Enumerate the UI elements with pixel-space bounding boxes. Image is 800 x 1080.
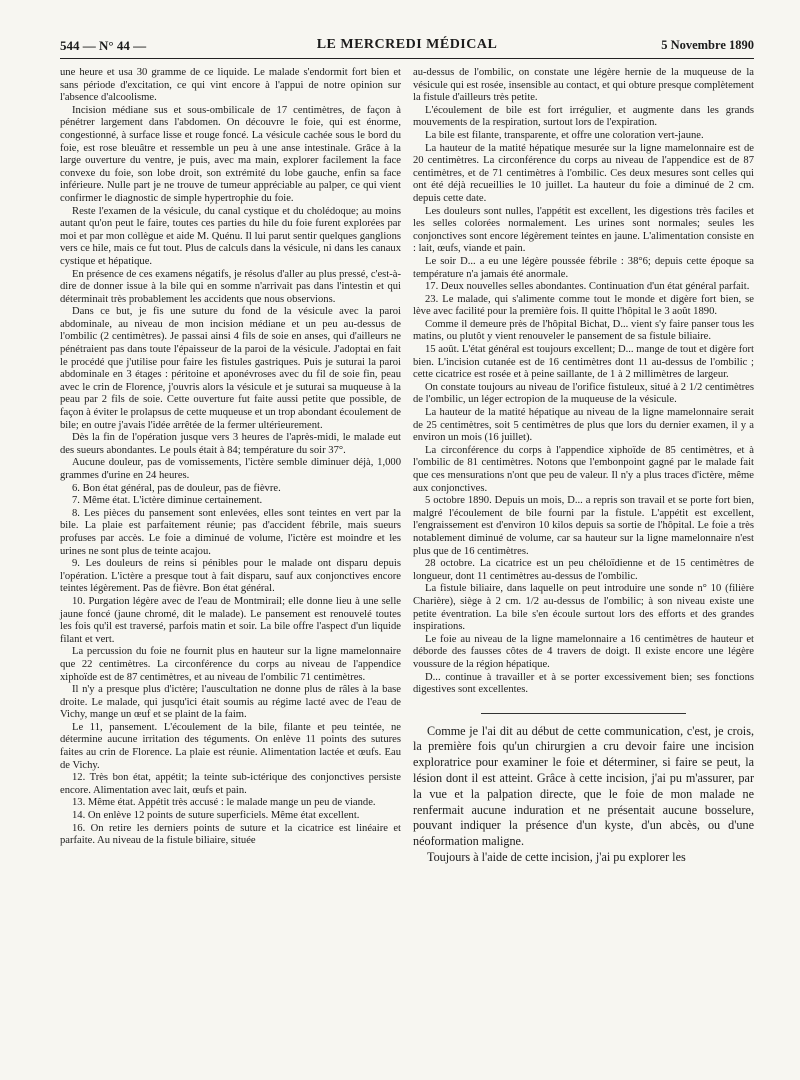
issue-date: 5 Novembre 1890 <box>661 38 754 52</box>
paragraph: 28 octobre. La cicatrice est un peu chéloïdienne et de 15 centimètres de longueur, dont 11 centimètres au-dessus de l'ombilic. <box>413 558 754 582</box>
paragraph: 23. Le malade, qui s'alimente comme tout le monde et digère fort bien, se lève avec facilité pour la première fois. Il quitte l'hôpital le 3 août 1890. <box>413 293 754 318</box>
paragraph: Le 11, pansement. L'écoulement de la bile, filante et peu teintée, ne détermine aucune irritation des téguments. On enlève 11 points des sutures faites au crin de Florence. La plaie est réunie. Alimentation lactée et œufs. Eau de Vichy. <box>60 721 401 771</box>
paragraph: Il n'y a presque plus d'ictère; l'auscultation ne donne plus de râles à la base droite. Le malade, qui jusqu'ici était soumis au régime lacté avec de l'eau de Vichy, mange un œuf et se plaint de la faim. <box>60 684 401 721</box>
paragraph: Dans ce but, je fis une suture du fond de la vésicule avec la paroi abdominale, au niveau de mon incision médiane et un peu au-dessus de l'ombilic (2 centimètres). Je passai ainsi 4 fils de soie en anses, qui d'ailleurs ne pénétraient pas dans toute l'épaisseur de la paroi de la vésicule. J'adoptai en fait le procédé que j'utilise pour faire les fistules gastriques. Puis je suturai la paroi abdominale en 3 étages : péritoine et aponévroses avec du fil de soie fin, peau avec le crin de Florence, j'ouvris alors la vésicule et je suturai sa muqueuse à la peau par 2 fils de soie. Cette ouverture fut faite aussi petite que possible, de façon à éviter le prolapsus de cette muqueuse et un trop abondant écoulement de bile; en outre j'avais l'idée arrêtée de la fermer ultérieurement. <box>60 306 401 431</box>
paragraph: Les douleurs sont nulles, l'appétit est excellent, les digestions très faciles et les selles colorées normalement. Les urines sont normales; seules les conjonctives sont encore légèrement teintes en jaune. L'alimentation consiste en : lait, œufs, viande et pain. <box>413 205 754 255</box>
paragraph: En présence de ces examens négatifs, je résolus d'aller au plus pressé, c'est-à-dire de donner issue à la bile qui en somme n'arrivait pas dans l'intestin et qui déterminait très probablement les accidents que nous observions. <box>60 268 401 305</box>
paragraph: Dès la fin de l'opération jusque vers 3 heures de l'après-midi, le malade eut des sueurs abondantes. Le pouls était à 84; température du soir 37°. <box>60 432 401 456</box>
paragraph: 10. Purgation légère avec de l'eau de Montmirail; elle donne lieu à une selle jaune foncé (jaune chromé, dit le malade). Le pansement est renouvelé toutes les fois qu'il est traversé, parfois matin et soir. La bile offre l'aspect d'un liquide filant et vert. <box>60 595 401 645</box>
paragraph: 6. Bon état général, pas de douleur, pas de fièvre. <box>72 482 281 494</box>
paragraph: On constate toujours au niveau de l'orifice fistuleux, situé à 2 1/2 centimètres de l'ombilic, un léger ectropion de la muqueuse de la vésicule. <box>413 381 754 406</box>
paragraph: au-dessus de l'ombilic, on constate une légère hernie de la muqueuse de la vésicule qui est rosée, insensible au contact, et qui obture presque complètement la fistule d'ailleurs très petite. <box>413 67 754 104</box>
paragraph: 14. On enlève 12 points de suture superficiels. Même état excellent. <box>72 810 360 822</box>
paragraph: Toujours à l'aide de cette incision, j'ai pu explorer les <box>427 850 686 865</box>
paragraph: 17. Deux nouvelles selles abondantes. Continuation d'un état général parfait. <box>425 281 750 293</box>
paragraph: La percussion du foie ne fournit plus en hauteur sur la ligne mamelonnaire que 22 centimètres. La circonférence du corps au niveau de l'appendice xiphoïde est de 87 centimètres, et au niveau de l'ombilic 71 centimètres. <box>60 646 401 683</box>
page-number: 544 — N° 44 — <box>60 38 147 53</box>
journal-title: LE MERCREDI MÉDICAL <box>316 37 498 52</box>
paragraph: Aucune douleur, pas de vomissements, l'ictère semble diminuer déjà, 1,000 grammes d'urine en 24 heures. <box>60 457 401 481</box>
paragraph: 9. Les douleurs de reins si pénibles pour le malade ont disparu depuis l'opération. L'ictère a presque tout à fait disparu, sauf aux conjonctives encore teintes légèrement. Pas de fièvre. Bon état général. <box>60 558 401 595</box>
paragraph: 5 octobre 1890. Depuis un mois, D... a repris son travail et se porte fort bien, malgré l'écoulement de bile fourni par la fistule. L'appétit est excellent, l'engraissement est d'environ 10 kilos depuis sa sortie de l'hôpital. Le foie a très notablement diminué de volume, car sa hauteur sur la ligne mamelonnaire n'est plus que de 16 centimètres. <box>413 495 754 557</box>
paragraph: 16. On retire les derniers points de suture et la cicatrice est linéaire et parfaite. Au niveau de la fistule biliaire, située <box>60 822 401 847</box>
paragraph: Le soir D... a eu une légère poussée fébrile : 38°6; depuis cette époque sa température n'a jamais été anormale. <box>413 255 754 280</box>
paragraph: 7. Même état. L'ictère diminue certainement. <box>72 495 263 507</box>
paragraph: La fistule biliaire, dans laquelle on peut introduire une sonde n° 10 (filière Charière), siège à 2 cm. 1/2 au-dessus de l'ombilic; à son niveau existe une petite éventration. La bile s'en écoule surtout lors des efforts et des grandes inspirations. <box>413 583 754 633</box>
discussion-text <box>413 724 754 866</box>
paragraph: Comme il demeure près de l'hôpital Bichat, D... vient s'y faire panser tous les matins, ou plutôt y vient renouveler le pansement de sa fistule biliaire. <box>413 318 754 343</box>
paragraph: Le foie au niveau de la ligne mamelonnaire a 16 centimètres de hauteur et déborde des fausses côtes de 4 travers de doigt. Il existe encore une légère voussure de la région hépatique. <box>413 633 754 670</box>
case-notes <box>413 67 754 697</box>
paragraph: La hauteur de la matité hépatique au niveau de la ligne mamelonnaire serait de 25 centimètres, soit 5 centimètres de plus que lors du dernier examen, il y a environ un mois (16 juillet). <box>413 407 754 444</box>
page-header <box>60 36 754 59</box>
paragraph: 8. Les pièces du pansement sont enlevées, elles sont teintes en vert par la bile. La plaie est parfaitement réunie; pas d'accident fébrile, mais sueurs profuses par accès. Le foie a diminué de volume, l'ictère est moindre et les urines ne sont plus de teinte acajou. <box>60 507 401 557</box>
paragraph: L'écoulement de bile est fort irrégulier, et augmente dans les grands mouvements de la respiration, surtout lors de l'expiration. <box>413 104 754 129</box>
right-column <box>413 67 754 866</box>
paragraph: La bile est filante, transparente, et offre une coloration vert-jaune. <box>425 129 704 141</box>
paragraph: 12. Très bon état, appétit; la teinte sub-ictérique des conjonctives persiste encore. Alimentation avec lait, œufs et pain. <box>60 772 401 796</box>
paragraph: Reste l'examen de la vésicule, du canal cystique et du cholédoque; au moins autant qu'on peut le faire, toutes ces parties du hile du foie furent explorées par moi et par mon collègue et aide M. Quénu. Il lui parut sentir quelques ganglions vers ce hile, mais ce fut tout. Plus de calculs dans la vésicule, ni dans les canaux cystique et hépatique. <box>60 205 401 267</box>
left-column <box>60 67 401 866</box>
paragraph: Incision médiane sus et sous-ombilicale de 17 centimètres, de façon à pénétrer largement dans l'abdomen. On découvre le foie, qui est énorme, congestionné, à surface lisse et rouge foncé. La vésicule cachée sous le bord du foie, est rose bleuâtre et ressemble un peu à une anse intestinale. Grâce à la large ouverture du ventre, je puis, avec ma main, explorer facilement la face convexe du foie, son lobe droit, son extrémité du lobe gauche, enfin sa face inférieure. Nulle part je ne trouve de tumeur appréciable au palper, ce qui vient confirmer le diagnostic de simple hypertrophie du foie. <box>60 104 401 204</box>
paragraph: D... continue à travailler et à se porter excessivement bien; ses fonctions digestives sont excellentes. <box>413 671 754 696</box>
paragraph: une heure et usa 30 gramme de ce liquide. Le malade s'endormit fort bien et sans période d'excitation, ce qui vint encore à l'appui de notre opinion sur l'absence d'alcoolisme. <box>60 67 401 104</box>
paragraph: 15 août. L'état général est toujours excellent; D... mange de tout et digère fort bien. L'incision cutanée est de 16 centimètres dont 11 au-dessus de l'ombilic ; cette cicatrice est rosée et à peine saillante, de 1 à 2 millimètres de largeur. <box>413 344 754 381</box>
section-divider <box>481 713 686 714</box>
paragraph: Comme je l'ai dit au début de cette communication, c'est, je crois, la première fois qu'un chirurgien a cru devoir faire une incision exploratrice pour examiner le foie et déterminer, si faire se peut, la lésion dont il est atteint. Grâce à cette incision, j'ai pu m'assurer, par la vue et la palpation directe, que le foie de mon malade ne renfermait aucune induration et ne présentait aucune bosselure, pouvant indiquer la présence d'un kyste, d'un abcès, ou d'une néoformation maligne. <box>413 723 754 849</box>
paragraph: 13. Même état. Appétit très accusé : le malade mange un peu de viande. <box>72 797 376 809</box>
text-columns <box>60 67 754 866</box>
paragraph: La hauteur de la matité hépatique mesurée sur la ligne mamelonnaire est de 20 centimètres. La circonférence du corps au niveau de l'appendice est de 87 centimètres, et de 71 centimètres à l'ombilic. Ces deux mesures sont celles qui ont été déjà recueillies le 10 juillet. La hauteur du foie a diminué de 2 cm. depuis cette date. <box>413 142 754 204</box>
paragraph: La circonférence du corps à l'appendice xiphoïde de 85 centimètres, et à l'ombilic de 81 centimètres. Notons que l'embonpoint gagné par le malade fait que ces mensurations n'ont que peu de valeur. Il n'y a plus traces d'ictère, même aux conjonctives. <box>413 444 754 494</box>
